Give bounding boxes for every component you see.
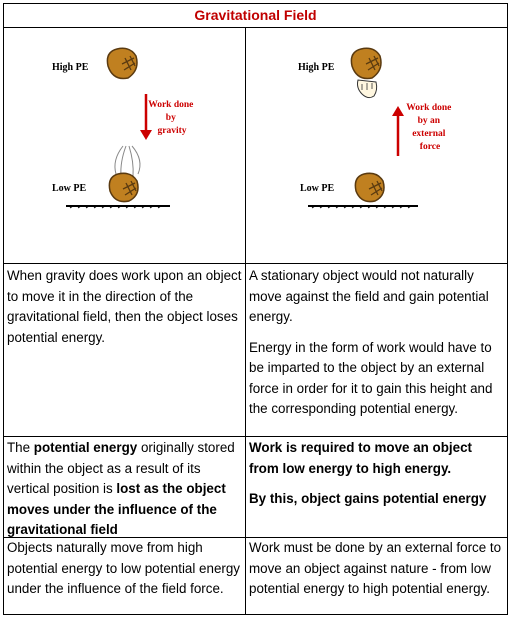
cell-paragraph	[7, 266, 242, 348]
bold-text: lost as the object moves under the influence of the gravitational field	[7, 481, 226, 537]
rock-low-icon	[109, 173, 138, 201]
text-run: Objects naturally move from high potential energy to low potential energy under the influence of the field force.	[7, 540, 241, 596]
table-frame	[3, 3, 508, 615]
divider	[4, 436, 507, 437]
hand-icon	[358, 80, 377, 98]
rock-high-icon	[107, 48, 137, 78]
text-run: The	[7, 440, 34, 455]
low-pe-label: Low PE	[300, 183, 335, 194]
cell-row2-left	[4, 438, 245, 541]
cell-paragraph	[7, 438, 242, 541]
diagram-work-by-external-force	[246, 28, 508, 263]
cell-paragraph	[249, 489, 505, 510]
cell-row3-right	[246, 538, 508, 600]
diagram-work-by-gravity	[4, 28, 245, 263]
bold-text: potential energy	[33, 440, 138, 455]
arrow-caption: Work done by an external force	[406, 103, 452, 152]
up-arrow-icon	[392, 106, 404, 156]
text-run: Energy in the form of work would have to be imparted to the object by an external force in order for it to gain this height and the corresponding potential energy.	[249, 339, 493, 416]
text-run: When gravity does work upon an object to move it in the direction of the gravitational field, then the object loses potential energy.	[7, 268, 242, 345]
cell-row1-left	[4, 266, 245, 348]
cell-row1-right	[246, 266, 508, 420]
arrow-caption: Work done by gravity	[148, 100, 194, 136]
ground-icon	[66, 206, 170, 208]
rock-high-icon	[351, 48, 381, 78]
ground-icon	[308, 206, 418, 208]
low-pe-label: Low PE	[52, 183, 87, 194]
divider	[4, 263, 507, 264]
cell-paragraph	[249, 266, 505, 328]
bold-text: By this, object gains potential energy	[249, 491, 487, 506]
cell-paragraph	[249, 538, 505, 600]
cell-row2-right	[246, 438, 508, 510]
text-run: originally stored within the object as a result of its vertical position is	[7, 440, 235, 496]
text-run: Work must be done by an external force to move an object against nature - from low potential energy to high potential energy.	[249, 540, 502, 596]
high-pe-label: High PE	[52, 62, 89, 73]
cell-paragraph	[249, 338, 505, 420]
cell-row3-left	[4, 538, 245, 600]
bold-text: Work is required to move an object from low energy to high energy.	[249, 440, 472, 476]
text-run: A stationary object would not naturally move against the field and gain potential energy.	[249, 268, 489, 324]
table-title: Gravitational Field	[194, 7, 317, 23]
falling-motion-icon	[115, 146, 140, 176]
cell-paragraph	[7, 538, 242, 600]
cell-paragraph	[249, 438, 505, 479]
rock-low-icon	[355, 173, 384, 201]
high-pe-label: High PE	[298, 62, 335, 73]
